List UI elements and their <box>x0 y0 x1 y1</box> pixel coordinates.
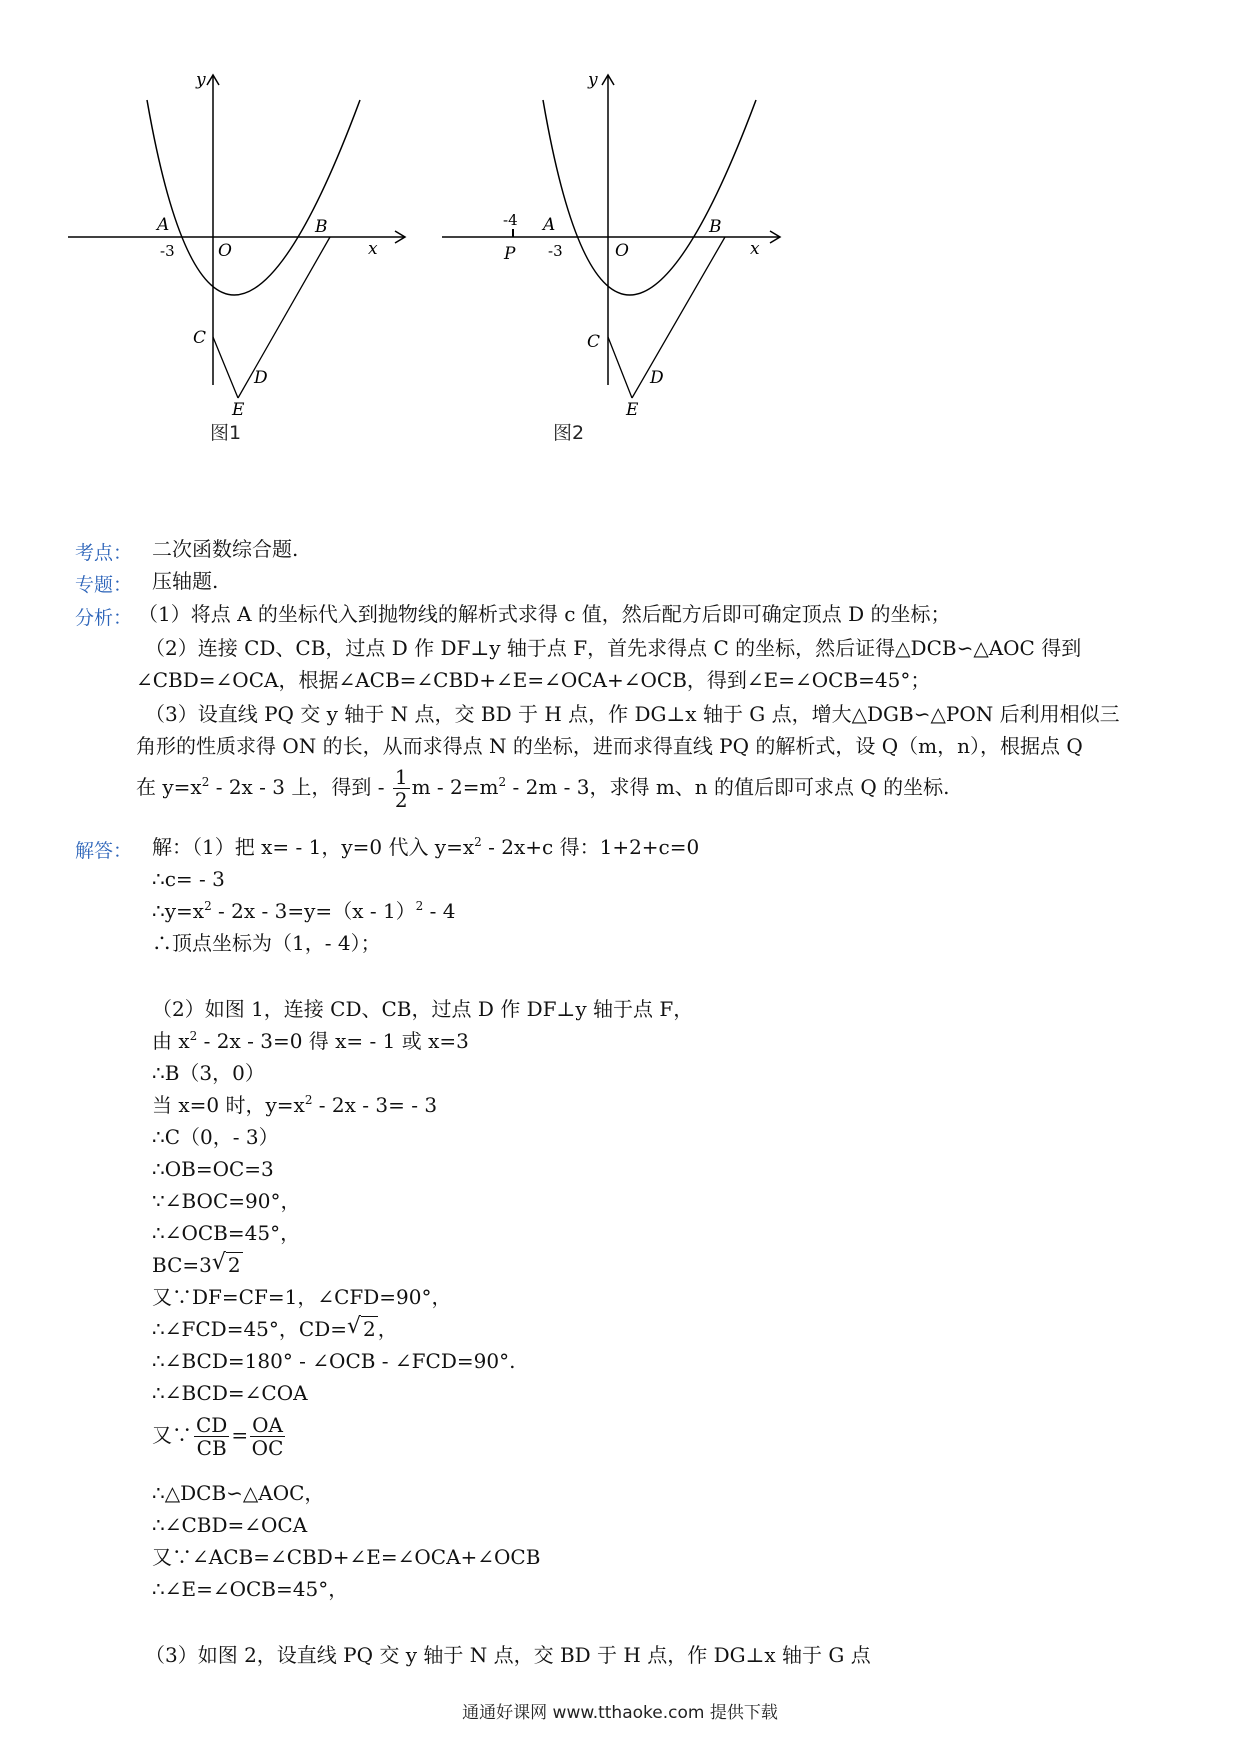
jieda-s2-6: ∴OB=OC=3 <box>152 1157 274 1181</box>
fenxi-p2a: （2）连接 CD、CB，过点 D 作 DF⊥y 轴于点 F，首先求得点 C 的坐标，然后证得△DCB∽△AOC 得到 <box>145 636 1082 660</box>
jieda-s2-1: （2）如图 1，连接 CD、CB，过点 D 作 DF⊥y 轴于点 F， <box>152 997 694 1021</box>
jieda-l3: $\therefore y=x^2 - 2x - 3=y=(x - 1)^2 - 4$ <box>152 899 456 923</box>
fraction-cd-cb: $\frac{CD}{CB}$ <box>196 1413 228 1460</box>
jieda-s2-14: 又∵ $\frac{CD}{CB}$ = $\frac{OA}{OC}$ <box>152 1413 284 1460</box>
label-minus3: -3 <box>548 242 563 260</box>
jieda-s2-13: ∴∠BCD=∠COA <box>152 1381 308 1405</box>
zhuanti-text: 压轴题. <box>152 569 219 593</box>
jieda-s2-17: 又∵∠ACB=∠CBD+∠E=∠OCA+∠OCB <box>152 1545 541 1569</box>
jieda-l4: ∴顶点坐标为（1，- 4）； <box>152 931 381 955</box>
parabola <box>543 100 756 295</box>
label-O: O <box>615 241 629 261</box>
jieda-s2-8: ∴∠OCB=45°， <box>152 1221 301 1245</box>
jieda-s2-7: ∵∠BOC=90°， <box>152 1189 301 1213</box>
label-A: A <box>543 215 556 235</box>
fenxi-p3c: 在 $y=x^2 - 2x - 3$ 上，得到 - $\frac{1}{2}$ $m - 2=m^2 - 2m - 3$，求得 m、n 的值后即可求点 Q 的坐标. <box>136 765 950 812</box>
jieda-l1: 解：（1）把 x= - 1，y=0 代入 $y=x^2 - 2x+c$ 得：1+2+c=0 <box>152 835 700 859</box>
figure-2-graph <box>440 70 800 430</box>
label-minus4: -4 <box>503 211 518 229</box>
label-D: D <box>254 368 268 388</box>
jieda-s2-16: ∴∠CBD=∠OCA <box>152 1513 308 1537</box>
label-B: B <box>315 217 328 237</box>
jieda-label: 解答： <box>75 840 133 862</box>
jieda-s2-11: ∴∠FCD=45°，CD=√ 2 ， <box>152 1316 398 1342</box>
zhuanti-label: 专题： <box>75 574 133 596</box>
jieda-l2: ∴c= - 3 <box>152 867 225 891</box>
jieda-s2-4: 当 x=0 时，$y=x^2 - 2x - 3= - 3$ <box>152 1093 438 1117</box>
label-x: x <box>368 239 378 259</box>
label-E: E <box>626 400 639 420</box>
jieda-s2-2: 由 $x^2 - 2x - 3=0$ 得 x= - 1 或 x=3 <box>152 1029 469 1053</box>
fenxi-p1: （1）将点 A 的坐标代入到抛物线的解析式求得 c 值，然后配方后即可确定顶点 D 的坐标； <box>138 602 951 626</box>
fraction-one-half: $\frac{1}{2}$ <box>394 765 408 812</box>
label-P: P <box>504 244 516 264</box>
label-D: D <box>650 368 664 388</box>
figure-2-caption: 图2 <box>553 422 585 444</box>
parabola <box>147 100 360 295</box>
label-C: C <box>587 332 601 352</box>
fraction-oa-oc: $\frac{OA}{OC}$ <box>251 1413 284 1460</box>
label-E: E <box>232 400 245 420</box>
sqrt-2: √ 2 <box>212 1252 243 1278</box>
figure-1 <box>60 70 420 444</box>
kaodian-label: 考点： <box>75 542 133 564</box>
figure-1-caption: 图1 <box>210 422 242 444</box>
fenxi-label: 分析： <box>75 607 133 629</box>
kaodian-text: 二次函数综合题. <box>152 537 299 561</box>
sqrt-2: √ 2 <box>347 1316 378 1342</box>
label-minus3: -3 <box>160 242 175 260</box>
label-x: x <box>750 239 760 259</box>
jieda-s2-5: ∴C（0，- 3） <box>152 1125 279 1149</box>
jieda-s2-12: ∴∠BCD=180° - ∠OCB - ∠FCD=90°. <box>152 1349 516 1373</box>
jieda-s3-1: （3）如图 2，设直线 PQ 交 y 轴于 N 点，交 BD 于 H 点，作 DG⊥x 轴于 G 点 <box>145 1643 871 1667</box>
figure-1-graph <box>60 70 420 430</box>
label-C: C <box>193 328 207 348</box>
fenxi-p2b: ∠CBD=∠OCA，根据∠ACB=∠CBD+∠E=∠OCA+∠OCB，得到∠E=∠OCB=45°； <box>136 668 931 692</box>
jieda-s2-15: ∴△DCB∽△AOC， <box>152 1481 325 1505</box>
label-A: A <box>157 215 170 235</box>
fenxi-p3b: 角形的性质求得 ON 的长，从而求得点 N 的坐标，进而求得直线 PQ 的解析式，设 Q（m，n），根据点 Q <box>136 734 1083 758</box>
label-B: B <box>709 217 722 237</box>
jieda-s2-10: 又∵DF=CF=1，∠CFD=90°， <box>152 1285 452 1309</box>
footer: 通通好课网 www.tthaoke.com 提供下载 <box>462 1703 778 1723</box>
jieda-s2-3: ∴B（3，0） <box>152 1061 265 1085</box>
label-O: O <box>218 241 232 261</box>
label-y: y <box>588 70 598 90</box>
jieda-s2-18: ∴∠E=∠OCB=45°， <box>152 1577 349 1601</box>
jieda-s2-9: BC=3√ 2 <box>152 1252 243 1278</box>
label-y: y <box>196 70 206 90</box>
figure-2 <box>440 70 800 444</box>
fenxi-p3a: （3）设直线 PQ 交 y 轴于 N 点，交 BD 于 H 点，作 DG⊥x 轴于 G 点，增大△DGB∽△PON 后利用相似三 <box>145 702 1120 726</box>
